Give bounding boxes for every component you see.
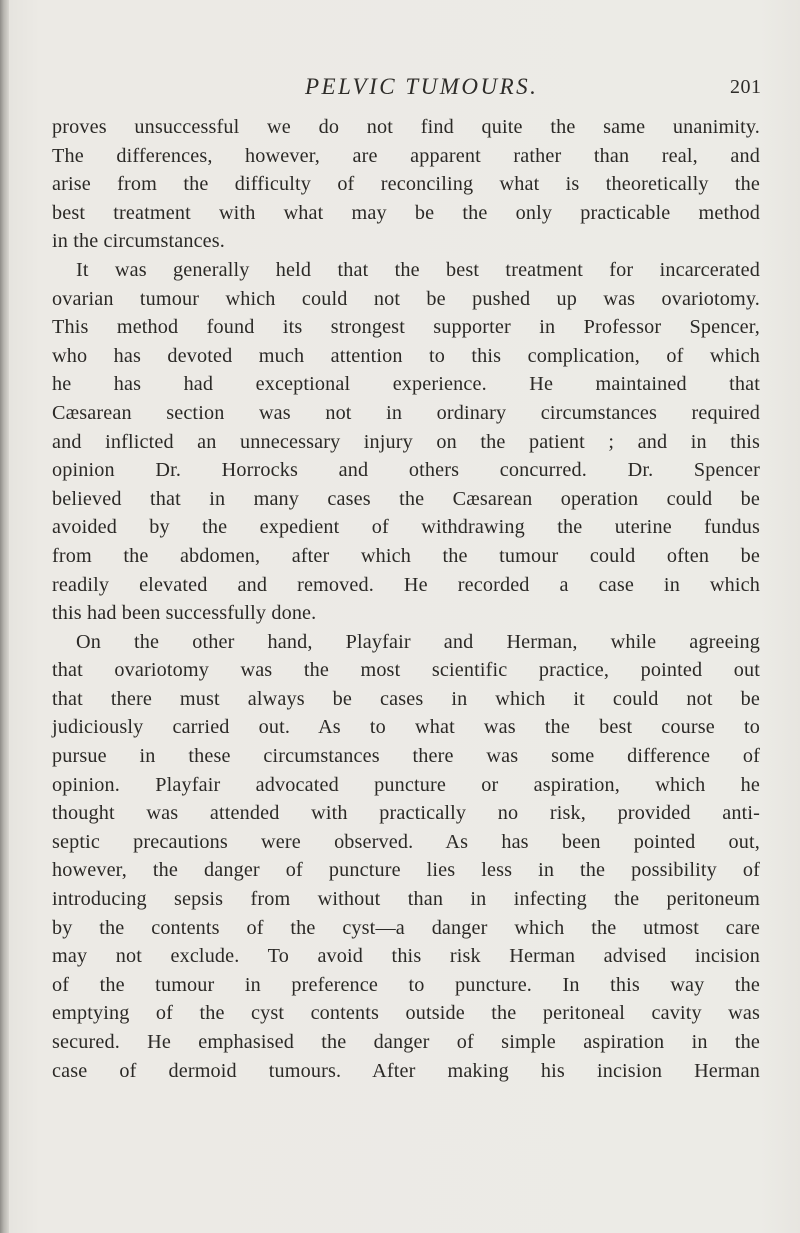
text-line: by the contents of the cyst—a danger which the utmost care <box>52 916 760 939</box>
running-head <box>0 74 800 104</box>
text-line: This method found its strongest supporter in Professor Spencer, <box>52 316 760 339</box>
text-line: secured. He emphasised the danger of simple aspiration in the <box>52 1031 760 1053</box>
text-line: believed that in many cases the Cæsarean operation could be <box>52 487 760 510</box>
text-line: On the other hand, Playfair and Herman, while agreeing <box>76 630 760 653</box>
page-number: 201 <box>730 76 762 98</box>
text-line: proves unsuccessful we do not find quite the same unanimity. <box>52 116 760 138</box>
text-line: may not exclude. To avoid this risk Herman advised incision <box>52 945 760 968</box>
text-line: who has devoted much attention to this complication, of which <box>52 344 760 367</box>
text-line: It was generally held that the best treatment for incarcerated <box>76 258 760 281</box>
text-line: Cæsarean section was not in ordinary circumstances required <box>52 401 760 424</box>
page-spine-shadow <box>0 0 9 1233</box>
text-line: The differences, however, are apparent rather than real, and <box>52 144 760 167</box>
text-line: thought was attended with practically no risk, provided anti- <box>52 802 760 825</box>
text-line: that ovariotomy was the most scientific practice, pointed out <box>52 659 760 682</box>
text-line: that there must always be cases in which it could not be <box>52 687 760 710</box>
text-line: avoided by the expedient of withdrawing the uterine fundus <box>52 516 760 539</box>
text-line: emptying of the cyst contents outside the peritoneal cavity was <box>52 1002 760 1025</box>
text-line: septic precautions were observed. As has been pointed out, <box>52 830 760 853</box>
text-line: this had been successfully done. <box>52 602 317 625</box>
text-line: opinion. Playfair advocated puncture or aspiration, which he <box>52 773 760 796</box>
text-line: judiciously carried out. As to what was the best course to <box>52 716 760 739</box>
text-line: opinion Dr. Horrocks and others concurred. Dr. Spencer <box>52 459 760 482</box>
text-line: case of dermoid tumours. After making his incision Herman <box>52 1059 760 1082</box>
text-line: however, the danger of puncture lies less in the possibility of <box>52 859 760 882</box>
text-line: in the circumstances. <box>52 230 225 253</box>
body-text <box>52 113 760 1085</box>
text-line: he has had exceptional experience. He maintained that <box>52 373 760 396</box>
text-line: and inflicted an unnecessary injury on the patient ; and in this <box>52 430 760 453</box>
text-line: from the abdomen, after which the tumour could often be <box>52 544 760 567</box>
text-line: introducing sepsis from without than in infecting the peritoneum <box>52 888 760 911</box>
running-title: PELVIC TUMOURS. <box>305 74 539 99</box>
text-line: best treatment with what may be the only practicable method <box>52 201 760 224</box>
text-line: arise from the difficulty of reconciling what is theoretically the <box>52 173 760 196</box>
text-line: ovarian tumour which could not be pushed up was ovariotomy. <box>52 287 760 310</box>
text-line: pursue in these circumstances there was some difference of <box>52 745 760 768</box>
text-line: of the tumour in preference to puncture. In this way the <box>52 973 760 996</box>
text-line: readily elevated and removed. He recorded a case in which <box>52 573 760 596</box>
